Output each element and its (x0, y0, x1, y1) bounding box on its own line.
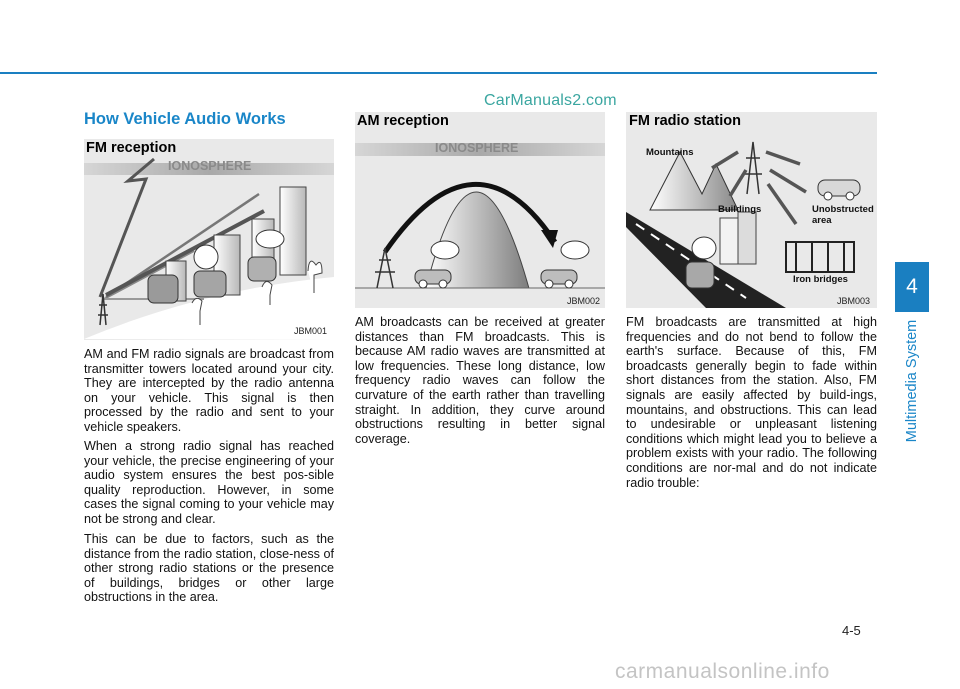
figure-fm-station (626, 112, 877, 308)
body-paragraph: AM broadcasts can be received at greater distances than FM broadcasts. This is because AM radio waves are transmitted at low frequencies. These long distance, low frequency radio waves can follow the curvature of the earth rather than travelling straight. In addition, they curve around obstructions resulting in better signal coverage. (355, 315, 605, 446)
ionosphere-label: IONOSPHERE (168, 159, 252, 173)
label-buildings: Buildings (718, 204, 762, 215)
body-paragraph: AM and FM radio signals are broadcast from transmitter towers located around your city. They are intercepted by the radio antenna on your vehicle. This signal is then processed by the radio and sent to your vehicle speakers. (84, 347, 334, 434)
header-rule (0, 72, 877, 74)
figure-title: FM reception (86, 140, 177, 156)
page-number: 4-5 (842, 623, 861, 638)
figure-code: JBM002 (567, 296, 601, 306)
figure-title: AM reception (357, 113, 449, 129)
body-paragraph: FM broadcasts are transmitted at high frequencies and do not bend to follow the earth's surface. Because of this, FM broadcasts generally begin to fade within short distances from the station. Also, FM signals are easily affected by build-ings, mountains, and obstructions. This can lead to undesirable or unpleasant listening conditions which might lead you to believe a problem exists with your radio. The following conditions are nor-mal and do not indicate radio trouble: (626, 315, 877, 490)
footer-watermark[interactable]: carmanualsonline.info (615, 660, 830, 683)
figure-am-reception (355, 112, 605, 308)
body-paragraph: This can be due to factors, such as the distance from the radio station, close-ness of other strong radio stations or the presence of buildings, bridges or other large obstructions in the area. (84, 532, 334, 605)
chapter-tab: 4 (895, 262, 929, 312)
ionosphere-label: IONOSPHERE (435, 141, 519, 155)
label-unobstructed: Unobstructed (812, 204, 874, 215)
figure-code: JBM003 (837, 296, 871, 306)
section-title: How Vehicle Audio Works (84, 110, 286, 128)
label-area: area (812, 215, 832, 226)
chapter-label: Multimedia System (904, 319, 920, 443)
label-mountains: Mountains (646, 147, 694, 158)
body-paragraph: When a strong radio signal has reached your vehicle, the precise engineering of your audio system ensures the best pos-sible quality reproduction. However, in some cases the signal coming to your vehicle may not be strong and clear. (84, 439, 334, 526)
label-iron-bridges: Iron bridges (793, 274, 848, 285)
figure-code: JBM001 (294, 326, 328, 336)
header-watermark[interactable]: CarManuals2.com (484, 92, 617, 109)
figure-title: FM radio station (629, 113, 741, 129)
figure-fm-reception (84, 139, 334, 340)
